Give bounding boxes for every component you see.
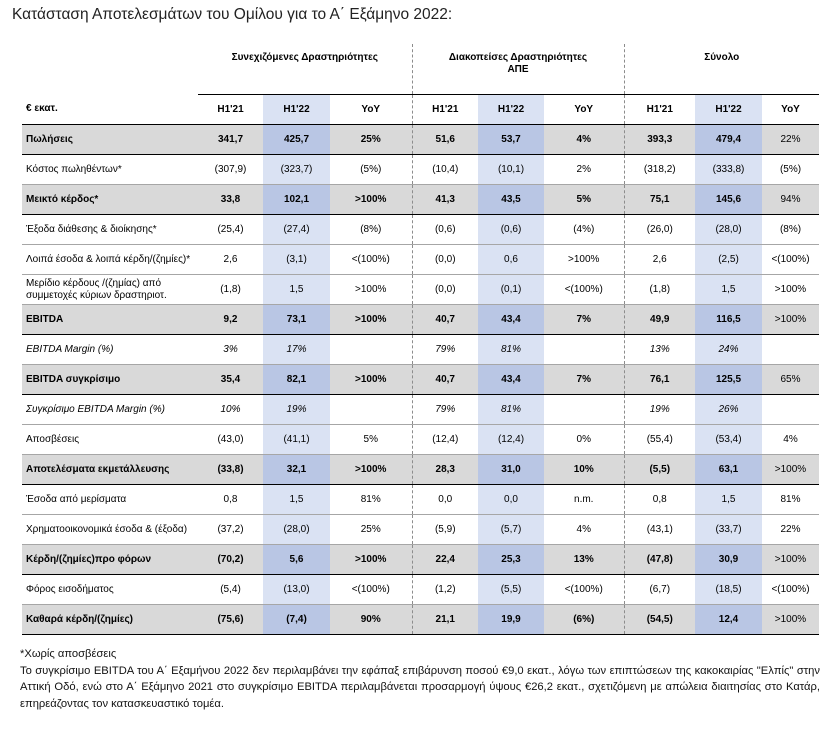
cell-h121-total: 75,1	[624, 185, 695, 215]
cell-yoy-total: 94%	[762, 185, 819, 215]
cell-yoy-continuing	[330, 335, 412, 365]
row-label: Έσοδα από μερίσματα	[22, 485, 198, 515]
cell-h122-continuing: 32,1	[263, 455, 330, 485]
cell-h121-total: (1,8)	[624, 275, 695, 305]
table-row	[22, 485, 819, 515]
footnote: *Χωρίς αποσβέσεις	[20, 648, 117, 660]
cell-yoy-discontinued: 0%	[544, 425, 624, 455]
cell-h121-discontinued: (5,9)	[412, 515, 478, 545]
group-header-continuing: Συνεχιζόμενες Δραστηριότητες	[198, 44, 412, 95]
cell-h122-total: 125,5	[695, 365, 762, 395]
cell-h121-total: 19%	[624, 395, 695, 425]
cell-yoy-continuing: 5%	[330, 425, 412, 455]
cell-h121-continuing: (307,9)	[198, 155, 263, 185]
cell-h121-total: (6,7)	[624, 575, 695, 605]
cell-h121-discontinued: (10,4)	[412, 155, 478, 185]
cell-yoy-discontinued: 10%	[544, 455, 624, 485]
cell-h122-total: 1,5	[695, 275, 762, 305]
table-row	[22, 515, 819, 545]
cell-yoy-discontinued: <(100%)	[544, 275, 624, 305]
cell-h122-continuing: 425,7	[263, 125, 330, 155]
cell-h122-total: 145,6	[695, 185, 762, 215]
cell-h122-total: (53,4)	[695, 425, 762, 455]
cell-h121-total: (5,5)	[624, 455, 695, 485]
table-row	[22, 575, 819, 605]
cell-yoy-total: (8%)	[762, 215, 819, 245]
col-h122-total: Η1'22	[695, 95, 762, 125]
cell-h121-discontinued: (0,6)	[412, 215, 478, 245]
cell-h122-total: (2,5)	[695, 245, 762, 275]
cell-h121-discontinued: 21,1	[412, 605, 478, 635]
cell-h122-total: (18,5)	[695, 575, 762, 605]
cell-h121-continuing: (33,8)	[198, 455, 263, 485]
cell-yoy-continuing: (8%)	[330, 215, 412, 245]
unit-label: € εκατ.	[22, 95, 198, 125]
cell-h122-total: 1,5	[695, 485, 762, 515]
cell-h121-discontinued: (12,4)	[412, 425, 478, 455]
page-title: Κατάσταση Αποτελεσμάτων του Ομίλου για το Α΄ Εξάμηνο 2022:	[12, 6, 453, 23]
group-header-total: Σύνολο	[624, 44, 819, 95]
cell-h122-discontinued: (10,1)	[478, 155, 544, 185]
col-yoy-continuing: YoY	[330, 95, 412, 125]
cell-h122-continuing: 1,5	[263, 485, 330, 515]
group-header-discontinued	[412, 44, 624, 95]
table-row	[22, 425, 819, 455]
row-label: Μεικτό κέρδος*	[22, 185, 198, 215]
row-label: Πωλήσεις	[22, 125, 198, 155]
cell-h121-continuing: 0,8	[198, 485, 263, 515]
cell-yoy-discontinued: 7%	[544, 305, 624, 335]
cell-h121-total: (54,5)	[624, 605, 695, 635]
group-header-discontinued-line1: Διακοπείσες Δραστηριότητες	[448, 52, 588, 63]
table-row	[22, 305, 819, 335]
notes	[20, 646, 820, 712]
cell-yoy-total: >100%	[762, 455, 819, 485]
cell-h121-discontinued: (0,0)	[412, 275, 478, 305]
row-label: Κέρδη/(ζημίες)προ φόρων	[22, 545, 198, 575]
table-row	[22, 455, 819, 485]
row-label: Κόστος πωληθέντων*	[22, 155, 198, 185]
cell-yoy-total: >100%	[762, 545, 819, 575]
cell-yoy-continuing: 90%	[330, 605, 412, 635]
cell-h122-continuing: (27,4)	[263, 215, 330, 245]
cell-yoy-continuing: >100%	[330, 545, 412, 575]
cell-h121-continuing: (37,2)	[198, 515, 263, 545]
cell-h121-total: 2,6	[624, 245, 695, 275]
col-h121-continuing: Η1'21	[198, 95, 263, 125]
table-row	[22, 545, 819, 575]
col-yoy-discontinued: YoY	[544, 95, 624, 125]
cell-h122-continuing: 82,1	[263, 365, 330, 395]
cell-yoy-continuing: <(100%)	[330, 575, 412, 605]
row-label: EBITDA Margin (%)	[22, 335, 198, 365]
cell-h121-total: 393,3	[624, 125, 695, 155]
cell-yoy-total: 22%	[762, 125, 819, 155]
cell-h122-total: (333,8)	[695, 155, 762, 185]
cell-h122-continuing: 1,5	[263, 275, 330, 305]
cell-h121-discontinued: 40,7	[412, 365, 478, 395]
table-row	[22, 275, 819, 305]
cell-yoy-total: <(100%)	[762, 575, 819, 605]
cell-yoy-discontinued: 4%	[544, 125, 624, 155]
cell-h121-discontinued: 79%	[412, 335, 478, 365]
table-row	[22, 245, 819, 275]
cell-h121-discontinued: 79%	[412, 395, 478, 425]
cell-h122-discontinued: 43,5	[478, 185, 544, 215]
cell-yoy-discontinued: (6%)	[544, 605, 624, 635]
cell-h122-discontinued: (5,7)	[478, 515, 544, 545]
cell-yoy-discontinued: 7%	[544, 365, 624, 395]
group-header-discontinued-line2: ΑΠΕ	[507, 64, 529, 75]
col-yoy-total: YoY	[762, 95, 819, 125]
cell-h122-discontinued: 0,0	[478, 485, 544, 515]
cell-h122-continuing: 73,1	[263, 305, 330, 335]
row-label: Καθαρά κέρδη/(ζημίες)	[22, 605, 198, 635]
row-label: Αποτελέσματα εκμετάλλευσης	[22, 455, 198, 485]
cell-h121-total: 13%	[624, 335, 695, 365]
row-label: Αποσβέσεις	[22, 425, 198, 455]
cell-yoy-total: 4%	[762, 425, 819, 455]
cell-yoy-continuing: >100%	[330, 185, 412, 215]
cell-h121-discontinued: (1,2)	[412, 575, 478, 605]
row-label: Λοιπά έσοδα & λοιπά κέρδη/(ζημίες)*	[22, 245, 198, 275]
col-h121-discontinued: Η1'21	[412, 95, 478, 125]
cell-h121-discontinued: 0,0	[412, 485, 478, 515]
cell-yoy-continuing: >100%	[330, 365, 412, 395]
income-statement-table	[22, 44, 819, 635]
row-label: Χρηματοοικονομικά έσοδα & (έξοδα)	[22, 515, 198, 545]
cell-h122-continuing: 5,6	[263, 545, 330, 575]
table-row	[22, 605, 819, 635]
cell-yoy-continuing: >100%	[330, 305, 412, 335]
cell-h121-discontinued: 41,3	[412, 185, 478, 215]
cell-h122-discontinued: (0,1)	[478, 275, 544, 305]
cell-h121-total: (55,4)	[624, 425, 695, 455]
cell-h122-continuing: (28,0)	[263, 515, 330, 545]
cell-yoy-discontinued: >100%	[544, 245, 624, 275]
cell-h121-continuing: 35,4	[198, 365, 263, 395]
col-h122-discontinued: Η1'22	[478, 95, 544, 125]
cell-h122-discontinued: 53,7	[478, 125, 544, 155]
cell-h122-continuing: (323,7)	[263, 155, 330, 185]
row-label: Συγκρίσιμο EBITDA Margin (%)	[22, 395, 198, 425]
cell-h121-total: 49,9	[624, 305, 695, 335]
cell-yoy-continuing: 81%	[330, 485, 412, 515]
cell-h121-continuing: 3%	[198, 335, 263, 365]
cell-yoy-continuing: (5%)	[330, 155, 412, 185]
cell-h121-discontinued: 40,7	[412, 305, 478, 335]
row-label: EBITDA	[22, 305, 198, 335]
cell-h122-continuing: 102,1	[263, 185, 330, 215]
cell-h121-continuing: (70,2)	[198, 545, 263, 575]
group-header-row	[22, 44, 819, 95]
column-header-row	[22, 95, 819, 125]
cell-yoy-discontinued	[544, 335, 624, 365]
cell-h122-continuing: (13,0)	[263, 575, 330, 605]
cell-yoy-discontinued: <(100%)	[544, 575, 624, 605]
cell-yoy-total: 81%	[762, 485, 819, 515]
cell-yoy-discontinued: 2%	[544, 155, 624, 185]
cell-h122-discontinued: 31,0	[478, 455, 544, 485]
cell-h122-discontinued: 81%	[478, 335, 544, 365]
table-row	[22, 125, 819, 155]
cell-h121-discontinued: 51,6	[412, 125, 478, 155]
table-row	[22, 215, 819, 245]
cell-h121-continuing: (5,4)	[198, 575, 263, 605]
cell-yoy-total: <(100%)	[762, 245, 819, 275]
cell-h122-continuing: (7,4)	[263, 605, 330, 635]
cell-h121-continuing: 9,2	[198, 305, 263, 335]
cell-yoy-total	[762, 335, 819, 365]
cell-h122-discontinued: (5,5)	[478, 575, 544, 605]
group-header-blank	[22, 44, 198, 95]
cell-h122-discontinued: 25,3	[478, 545, 544, 575]
cell-h122-continuing: 19%	[263, 395, 330, 425]
row-label: Έξοδα διάθεσης & διοίκησης*	[22, 215, 198, 245]
cell-h122-discontinued: 19,9	[478, 605, 544, 635]
cell-h121-continuing: (75,6)	[198, 605, 263, 635]
cell-h121-total: 76,1	[624, 365, 695, 395]
cell-h121-continuing: (25,4)	[198, 215, 263, 245]
cell-h122-discontinued: (12,4)	[478, 425, 544, 455]
cell-h121-total: (43,1)	[624, 515, 695, 545]
cell-yoy-continuing: <(100%)	[330, 245, 412, 275]
cell-h121-total: (47,8)	[624, 545, 695, 575]
cell-h122-total: 63,1	[695, 455, 762, 485]
cell-yoy-discontinued	[544, 395, 624, 425]
cell-yoy-total: 22%	[762, 515, 819, 545]
cell-yoy-total: 65%	[762, 365, 819, 395]
cell-h122-total: 116,5	[695, 305, 762, 335]
cell-h122-discontinued: 81%	[478, 395, 544, 425]
table-row	[22, 395, 819, 425]
cell-yoy-total: >100%	[762, 305, 819, 335]
row-label: EBITDA συγκρίσιμο	[22, 365, 198, 395]
cell-h122-total: 12,4	[695, 605, 762, 635]
table-row	[22, 365, 819, 395]
cell-h121-discontinued: 28,3	[412, 455, 478, 485]
cell-h122-total: 479,4	[695, 125, 762, 155]
cell-yoy-discontinued: n.m.	[544, 485, 624, 515]
cell-h122-total: 24%	[695, 335, 762, 365]
cell-yoy-total: >100%	[762, 275, 819, 305]
cell-yoy-continuing	[330, 395, 412, 425]
cell-yoy-discontinued: 13%	[544, 545, 624, 575]
cell-h121-total: 0,8	[624, 485, 695, 515]
cell-h121-continuing: (1,8)	[198, 275, 263, 305]
table-row	[22, 155, 819, 185]
cell-h121-continuing: 2,6	[198, 245, 263, 275]
cell-h122-continuing: 17%	[263, 335, 330, 365]
cell-yoy-continuing: 25%	[330, 125, 412, 155]
cell-yoy-total: (5%)	[762, 155, 819, 185]
cell-yoy-total: >100%	[762, 605, 819, 635]
cell-yoy-discontinued: (4%)	[544, 215, 624, 245]
cell-h121-discontinued: 22,4	[412, 545, 478, 575]
cell-h122-total: (33,7)	[695, 515, 762, 545]
cell-yoy-continuing: >100%	[330, 455, 412, 485]
cell-h121-continuing: (43,0)	[198, 425, 263, 455]
cell-h121-total: (318,2)	[624, 155, 695, 185]
cell-yoy-continuing: >100%	[330, 275, 412, 305]
cell-yoy-total	[762, 395, 819, 425]
col-h122-continuing: Η1'22	[263, 95, 330, 125]
row-label: Μερίδιο κέρδους /(ζημίας) από συμμετοχές κύριων δραστηριοτ.	[22, 275, 198, 305]
notes-paragraph: Το συγκρίσιμο EBITDA του Α΄ Εξαμήνου 2022 δεν περιλαμβάνει την εφάπαξ επιβάρυνση ποσού €9,0 εκατ., λόγω των επιπτώσεων της κακοκαιρίας "Ελπίς" στην Αττική Οδό, ενώ στο Α΄ Εξάμηνο 2021 στο συγκρίσιμο EBITDA περιλαμβάνεται προσαρμογή ύψους €26,2 εκατ., σχετιζόμενη με απώλεια διαιτησίας στο Κατάρ, επηρεάζοντας τον κατασκευαστικό τομέα.	[20, 664, 820, 710]
cell-h122-continuing: (41,1)	[263, 425, 330, 455]
cell-h122-discontinued: 0,6	[478, 245, 544, 275]
cell-h122-continuing: (3,1)	[263, 245, 330, 275]
cell-h122-discontinued: (0,6)	[478, 215, 544, 245]
cell-yoy-continuing: 25%	[330, 515, 412, 545]
cell-h122-discontinued: 43,4	[478, 365, 544, 395]
cell-h122-discontinued: 43,4	[478, 305, 544, 335]
cell-h122-total: 26%	[695, 395, 762, 425]
table-row	[22, 335, 819, 365]
cell-yoy-discontinued: 5%	[544, 185, 624, 215]
cell-h121-continuing: 341,7	[198, 125, 263, 155]
col-h121-total: Η1'21	[624, 95, 695, 125]
cell-h122-total: 30,9	[695, 545, 762, 575]
cell-h121-total: (26,0)	[624, 215, 695, 245]
cell-h121-continuing: 33,8	[198, 185, 263, 215]
cell-yoy-discontinued: 4%	[544, 515, 624, 545]
row-label: Φόρος εισοδήματος	[22, 575, 198, 605]
cell-h122-total: (28,0)	[695, 215, 762, 245]
table-row	[22, 185, 819, 215]
cell-h121-continuing: 10%	[198, 395, 263, 425]
cell-h121-discontinued: (0,0)	[412, 245, 478, 275]
